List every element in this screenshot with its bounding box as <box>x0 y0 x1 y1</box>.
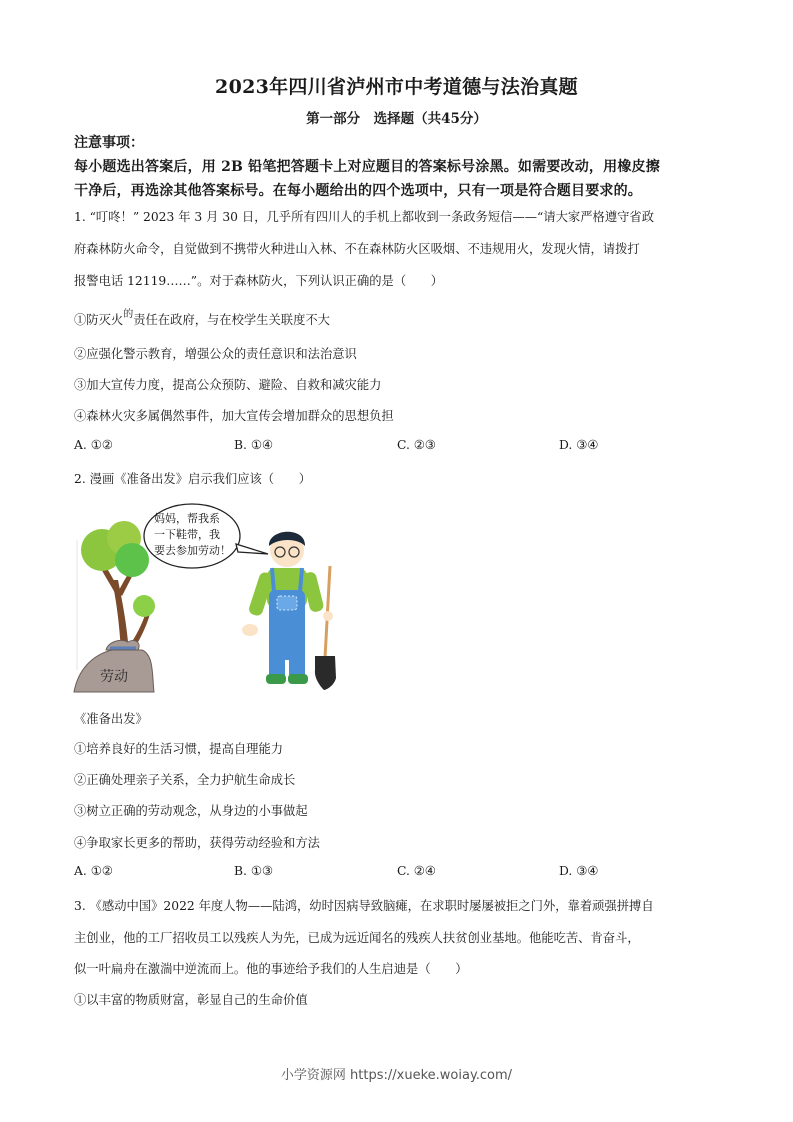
statement-text: ①防灭火 <box>74 313 124 327</box>
statement-3: ③加大宣传力度，提高公众预防、避险、自救和减灾能力 <box>74 378 382 392</box>
choice-a[interactable]: A. ①② <box>74 438 113 452</box>
cartoon-svg <box>72 500 352 700</box>
choice-b[interactable]: B. ①③ <box>234 864 273 878</box>
speech-line: 要去参加劳动！ <box>154 544 231 557</box>
question-stem-line: 报警电话 12119……”。对于森林防火，下列认识正确的是（ ） <box>74 274 444 288</box>
cartoon-caption: 《准备出发》 <box>74 712 148 726</box>
choice-a[interactable]: A. ①② <box>74 864 113 878</box>
question-stem-line: 府森林防火命令，自觉做到不携带火种进山入林、不在森林防火区吸烟、不违规用火，发现火情，请拨打 <box>74 242 640 256</box>
footer-watermark: 小学资源网 https://xueke.woiay.com/ <box>280 1068 513 1083</box>
statement-1 <box>74 310 330 328</box>
choice-d[interactable]: D. ③④ <box>559 864 599 878</box>
statement-4: ④争取家长更多的帮助，获得劳动经验和方法 <box>74 836 320 850</box>
speech-line: 妈妈，帮我系 <box>154 512 220 525</box>
statement-text: 责任在政府，与在校学生关联度不大 <box>133 313 330 327</box>
speech-bubble <box>144 504 268 568</box>
cartoon-illustration <box>72 500 352 700</box>
choice-c[interactable]: C. ②③ <box>397 438 436 452</box>
boy-character-icon <box>242 532 325 684</box>
statement-2: ②应强化警示教育，增强公众的责任意识和法治意识 <box>74 347 357 361</box>
notice-line: 干净后，再选涂其他答案标号。在每小题给出的四个选项中，只有一项是符合题目要求的。 <box>74 183 642 199</box>
question-stem-line: 1. “叮咚！” 2023 年 3 月 30 日，几乎所有四川人的手机上都收到一条政务短信——“请大家严格遵守省政 <box>74 210 655 224</box>
statement-2: ②正确处理亲子关系，全力护航生命成长 <box>74 773 296 787</box>
question-stem-line: 似一叶扁舟在激湍中逆流而上。他的事迹给予我们的人生启迪是（ ） <box>74 962 468 976</box>
statement-4: ④森林火灾多属偶然事件，加大宣传会增加群众的思想负担 <box>74 409 394 423</box>
choice-d[interactable]: D. ③④ <box>559 438 599 452</box>
superscript-char: 的 <box>123 309 134 320</box>
statement-1: ①培养良好的生活习惯，提高自理能力 <box>74 742 284 756</box>
choice-b[interactable]: B. ①④ <box>234 438 273 452</box>
statement-3: ③树立正确的劳动观念，从身边的小事做起 <box>74 804 308 818</box>
bag-label: 劳动 <box>100 669 128 685</box>
question-stem-line: 2. 漫画《准备出发》启示我们应该（ ） <box>74 472 311 486</box>
question-stem-line: 主创业，他的工厂招收员工以残疾人为先，已成为远近闻名的残疾人扶贫创业基地。他能吃苦、肯奋斗， <box>74 931 640 945</box>
notice-heading: 注意事项： <box>74 135 144 151</box>
choice-c[interactable]: C. ②④ <box>397 864 436 878</box>
section-subtitle: 第一部分 选择题（共45分） <box>306 111 487 127</box>
notice-line: 每小题选出答案后，用 2B 铅笔把答题卡上对应题目的答案标号涂黑。如需要改动，用橡皮擦 <box>74 159 660 175</box>
question-stem-line: 3. 《感动中国》2022 年度人物——陆鸿，幼时因病导致脑瘫，在求职时屡屡被拒之门外，靠着顽强拼搏自 <box>74 899 654 913</box>
speech-line: 一下鞋带，我 <box>154 528 220 541</box>
page-title: 2023年四川省泸州市中考道德与法治真题 <box>215 76 578 98</box>
statement-1: ①以丰富的物质财富，彰显自己的生命价值 <box>74 993 308 1007</box>
